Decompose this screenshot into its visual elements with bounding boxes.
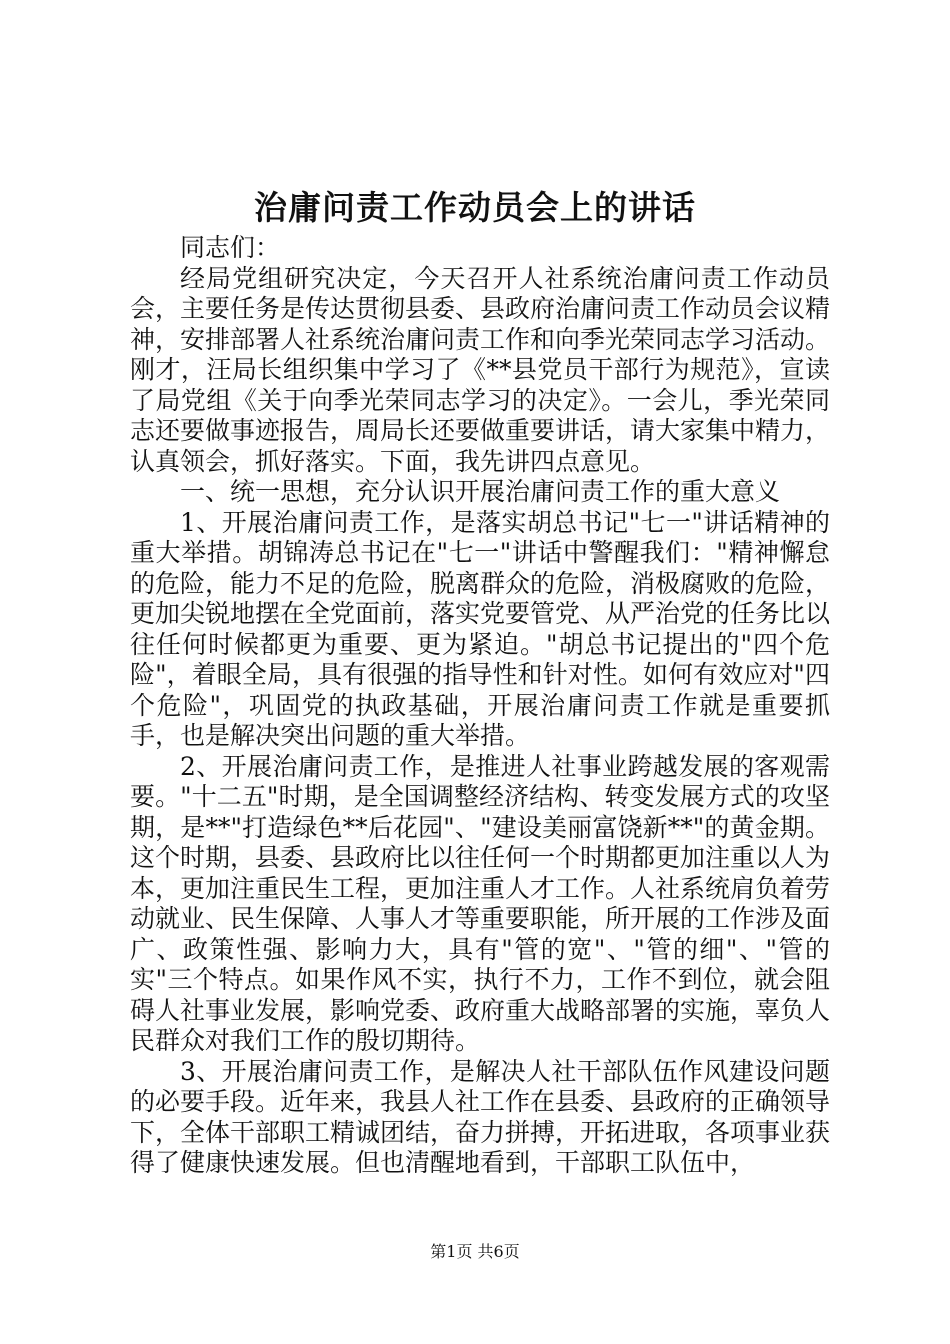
paragraph-salutation: 同志们：: [180, 233, 281, 262]
page-footer: 第1页 共6页: [430, 1242, 520, 1261]
paragraph-point-2: 2、开展治庸问责工作，是推进人社事业跨越发展的客观需要。"十二五"时期，是全国调整经济结构、转变发展方式的攻坚期，是**"打造绿色**后花园"、"建设美丽富饶新**"的黄金期。这个时期，县委、县政府比以往任何一个时期都更加注重以人为本，更加注重民生工程，更加注重人才工作。人社系统肩负着劳动就业、民生保障、人事人才等重要职能，所开展的工作涉及面广、政策性强、影响力大，具有"管的宽"、"管的细"、"管的实"三个特点。如果作风不实，执行不力，工作不到位，就会阻碍人社事业发展，影响党委、政府重大战略部署的实施，辜负人民群众对我们工作的殷切期待。: [130, 751, 831, 1055]
section-heading-1: 一、统一思想，充分认识开展治庸问责工作的重大意义: [180, 477, 781, 506]
document-title: 治庸问责工作动员会上的讲话: [254, 188, 696, 227]
paragraph-point-1: 1、开展治庸问责工作，是落实胡总书记"七一"讲话精神的重大举措。胡锦涛总书记在"七一"讲话中警醒我们："精神懈怠的危险，能力不足的危险，脱离群众的危险，消极腐败的危险，更加尖锐地摆在全党面前，落实党要管党、从严治党的任务比以往任何时候都更为重要、更为紧迫。"胡总书记提出的"四个危险"，着眼全局，具有很强的指导性和针对性。如何有效应对"四个危险"，巩固党的执政基础，开展治庸问责工作就是重要抓手，也是解决突出问题的重大举措。: [130, 507, 831, 750]
document-body: [130, 233, 830, 1179]
paragraph-point-3: 3、开展治庸问责工作，是解决人社干部队伍作风建设问题的必要手段。近年来，我县人社工作在县委、县政府的正确领导下，全体干部职工精诚团结，奋力拼搏，开拓进取，各项事业获得了健康快速发展。但也清醒地看到，干部职工队伍中，: [130, 1056, 831, 1177]
paragraph-intro: 经局党组研究决定，今天召开人社系统治庸问责工作动员会，主要任务是传达贯彻县委、县政府治庸问责工作动员会议精神，安排部署人社系统治庸问责工作和向季光荣同志学习活动。刚才，汪局长组织集中学习了《**县党员干部行为规范》，宣读了局党组《关于向季光荣同志学习的决定》。一会儿，季光荣同志还要做事迹报告，周局长还要做重要讲话，请大家集中精力，认真领会，抓好落实。下面，我先讲四点意见。: [130, 263, 831, 476]
